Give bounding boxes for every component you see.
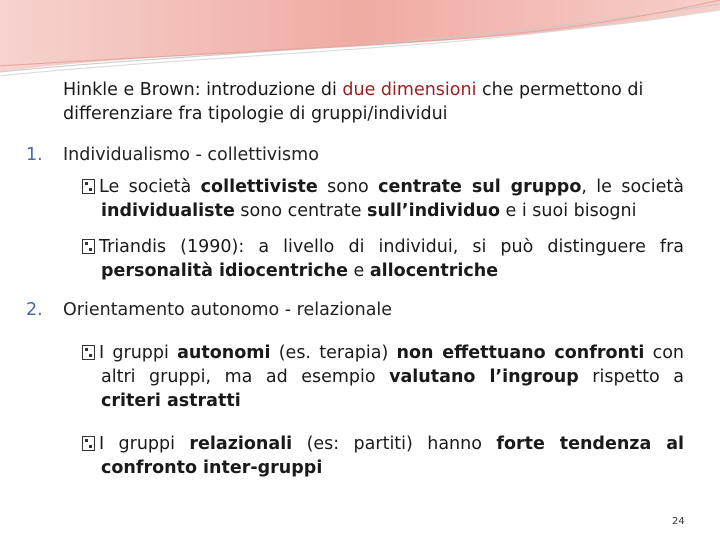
bold-text-segment: individualiste: [101, 201, 235, 221]
item-title: Individualismo - collettivismo: [63, 145, 319, 165]
bold-text-segment: sull’individuo: [367, 201, 500, 221]
bold-text-segment: forte tendenza al confronto inter-gruppi: [101, 434, 684, 478]
text-segment: sono centrate: [234, 201, 368, 221]
bullet-2-1: [82, 341, 684, 413]
bullet-box-icon: [82, 436, 95, 451]
text-segment: (es: partiti) hanno: [292, 434, 497, 454]
bold-text-segment: autonomi: [177, 343, 271, 363]
numbered-item-1: [26, 143, 319, 167]
text-segment: I gruppi: [99, 434, 190, 454]
bullet-box-icon: [82, 345, 95, 360]
bullet-box-icon: [82, 179, 95, 194]
bold-text-segment: collettiviste: [200, 177, 318, 197]
item-title: Orientamento autonomo - relazionale: [63, 300, 393, 320]
text-segment: e: [347, 261, 370, 281]
text-segment: , le società: [581, 177, 684, 197]
intro-highlight-due-dimensioni: due dimensioni: [342, 80, 477, 100]
bullet-2-2: [82, 432, 684, 480]
numbered-item-2: [26, 298, 392, 322]
bullet-box-icon: [82, 239, 95, 254]
intro-text-1: Hinkle e Brown: introduzione di: [63, 80, 343, 100]
bold-text-segment: relazionali: [189, 434, 293, 454]
bullet-1-2: [82, 235, 684, 283]
text-segment: I gruppi: [99, 343, 178, 363]
bold-text-segment: non effettuano confronti: [396, 343, 645, 363]
text-segment: e i suoi bisogni: [499, 201, 637, 221]
intro-paragraph: [63, 78, 703, 126]
bold-text-segment: personalità idiocentriche: [101, 261, 348, 281]
bullet-1-1: [82, 175, 684, 223]
text-segment: rispetto a: [578, 367, 684, 387]
text-segment: Triandis (1990): a livello di individui, si può distinguere fra: [99, 237, 684, 257]
bold-text-segment: valutano l’ingroup: [389, 367, 579, 387]
text-segment: Le società: [99, 177, 201, 197]
text-segment: con altri gruppi, ma ad esempio: [101, 343, 684, 387]
bold-text-segment: centrate sul gruppo: [378, 177, 582, 197]
text-segment: (es. terapia): [270, 343, 397, 363]
page-number: 24: [672, 516, 685, 527]
text-segment: sono: [317, 177, 379, 197]
bold-text-segment: criteri astratti: [101, 391, 241, 411]
item-number: 1.: [26, 145, 43, 165]
bold-text-segment: allocentriche: [369, 261, 499, 281]
intro-text-2: che permettono di differenziare fra tipologie di gruppi/individui: [63, 80, 644, 124]
item-number: 2.: [26, 300, 43, 320]
